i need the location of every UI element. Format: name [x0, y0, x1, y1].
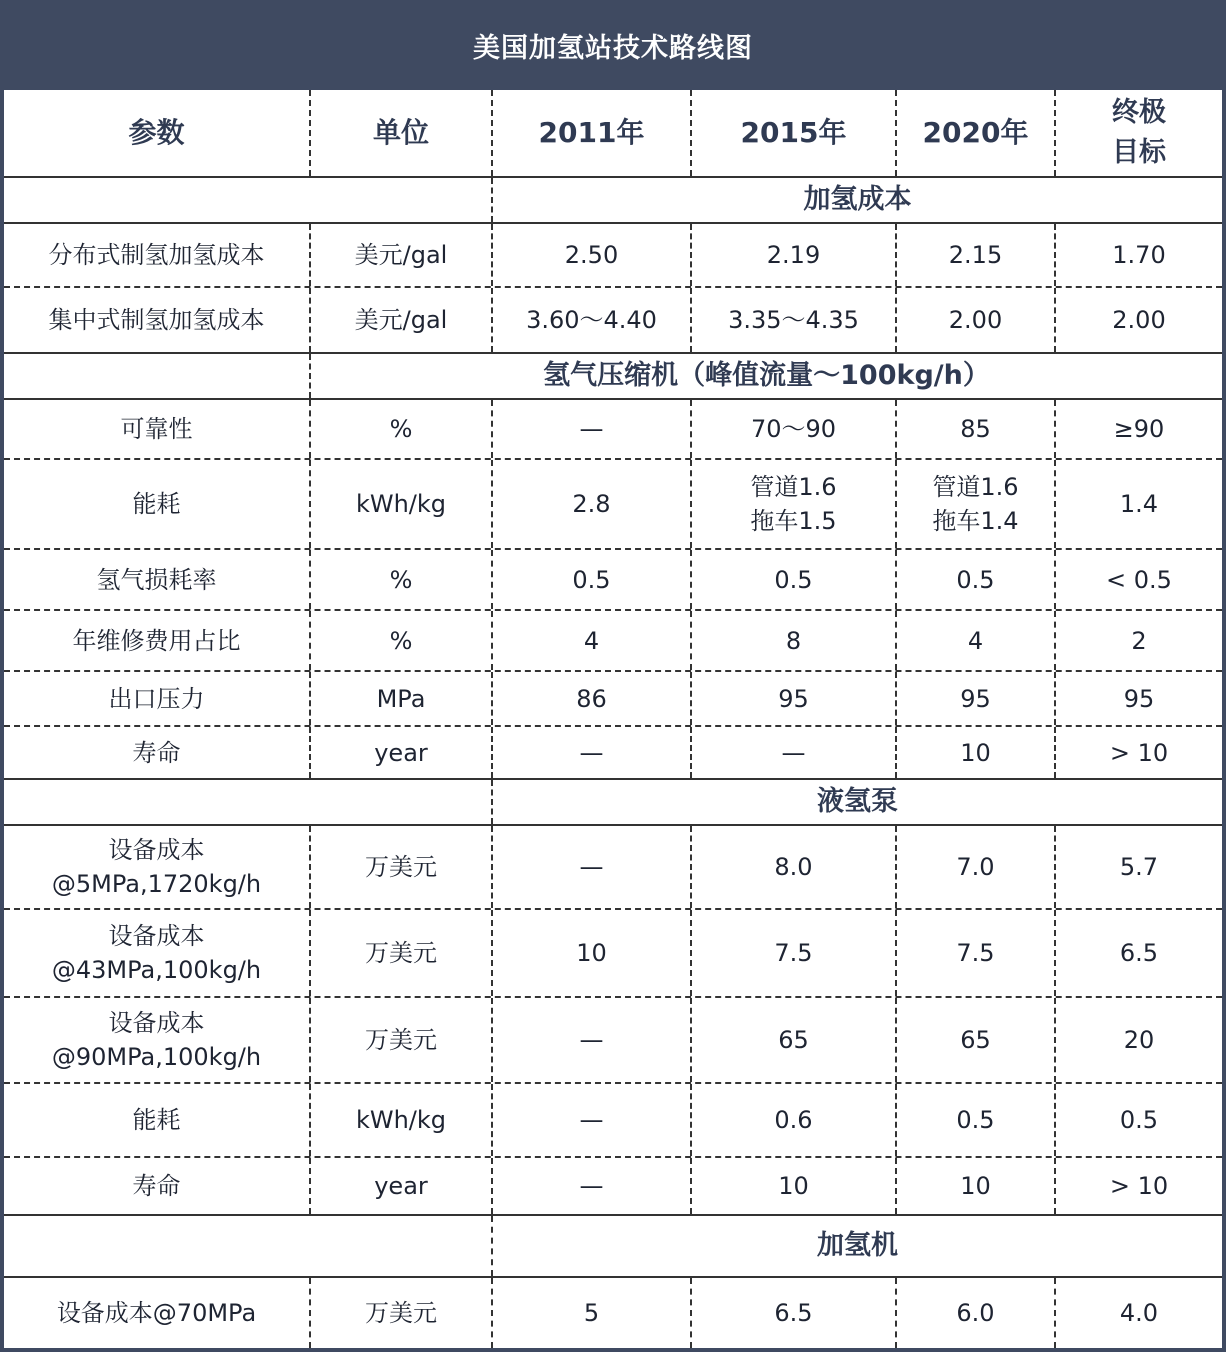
- cell-2011: 2.8: [493, 460, 692, 548]
- cell-2015: 10: [692, 1158, 897, 1214]
- cell-unit: year: [311, 1158, 493, 1214]
- table-row: [4, 224, 1222, 288]
- cell-final: 5.7: [1119, 853, 1159, 881]
- section-row-cost: [4, 178, 1222, 224]
- cell-unit: 美元/gal: [311, 224, 493, 286]
- cell-param: 设备成本@70MPa: [4, 1278, 311, 1348]
- cell-param: 分布式制氢加氢成本: [4, 224, 311, 286]
- cell-unit: %: [311, 611, 493, 670]
- section-blank: [311, 178, 493, 222]
- cell-2015: 2.19: [692, 224, 897, 286]
- section-blank: [4, 354, 311, 398]
- cell-2020: 95: [897, 672, 1056, 725]
- cell-2015: 95: [692, 672, 897, 725]
- cell-final: > 10: [1109, 738, 1169, 767]
- cell-2011: —: [493, 727, 692, 778]
- cell-2020: 7.5: [897, 910, 1056, 996]
- cell-unit: kWh/kg: [311, 460, 493, 548]
- cell-2011: —: [493, 1084, 692, 1156]
- cell-2020: 65: [897, 998, 1056, 1082]
- cell-2020: 10: [897, 1158, 1056, 1214]
- cell-2015: 8: [692, 611, 897, 670]
- cell-final: 20: [1123, 1026, 1155, 1054]
- cell-param: 设备成本 @5MPa,1720kg/h: [4, 826, 311, 908]
- cell-unit: MPa: [311, 672, 493, 725]
- cell-2011: 3.60～4.40: [493, 288, 692, 352]
- cell-2015: 0.6: [692, 1084, 897, 1156]
- cell-2020: 0.5: [897, 550, 1056, 609]
- cell-param: 设备成本 @43MPa,100kg/h: [4, 910, 311, 996]
- cell-2015: 8.0: [692, 826, 897, 908]
- cell-final: ≥90: [1113, 415, 1165, 443]
- cell-2020: 85: [897, 400, 1056, 458]
- cell-2020: 2.15: [897, 224, 1056, 286]
- cell-unit: year: [311, 727, 493, 778]
- cell-param: 寿命: [4, 727, 311, 778]
- section-blank: [4, 178, 311, 222]
- cell-param: 年维修费用占比: [4, 611, 311, 670]
- cell-2015: 6.5: [692, 1278, 897, 1348]
- cell-2011: —: [493, 400, 692, 458]
- section-blank: [4, 1216, 311, 1276]
- cell-2015: 7.5: [692, 910, 897, 996]
- table-row: [4, 460, 1222, 550]
- table-title: 美国加氢站技术路线图: [0, 0, 1226, 90]
- section-blank: [4, 780, 311, 824]
- section-title-dispenser: 加氢机: [817, 1230, 898, 1261]
- cell-final: 1.4: [1119, 490, 1159, 518]
- table-row: [4, 1084, 1222, 1158]
- cell-unit: 美元/gal: [311, 288, 493, 352]
- header-final-target: 终极 目标: [1112, 97, 1166, 168]
- table-header-row: [4, 90, 1222, 178]
- table-row: [4, 550, 1222, 611]
- cell-2011: 2.50: [493, 224, 692, 286]
- table-row: [4, 288, 1222, 354]
- cell-2020: 6.0: [897, 1278, 1056, 1348]
- cell-param: 出口压力: [4, 672, 311, 725]
- cell-unit: kWh/kg: [311, 1084, 493, 1156]
- header-2020: 2020年: [897, 90, 1056, 176]
- section-title-pump: 液氢泵: [817, 786, 898, 817]
- table-row: [4, 672, 1222, 727]
- cell-unit: 万美元: [311, 910, 493, 996]
- cell-2015: 0.5: [692, 550, 897, 609]
- cell-2011: 5: [493, 1278, 692, 1348]
- header-unit: 单位: [311, 90, 493, 176]
- cell-2020: 10: [897, 727, 1056, 778]
- cell-param: 集中式制氢加氢成本: [4, 288, 311, 352]
- cell-unit: %: [311, 400, 493, 458]
- cell-2020: 管道1.6 拖车1.4: [897, 460, 1056, 548]
- cell-2011: —: [493, 1158, 692, 1214]
- cell-final: > 10: [1109, 1172, 1169, 1200]
- cell-2020: 7.0: [897, 826, 1056, 908]
- cell-final: 4.0: [1119, 1299, 1159, 1327]
- cell-2020: 0.5: [897, 1084, 1056, 1156]
- cell-final: < 0.5: [1106, 565, 1172, 594]
- section-title-cost: 加氢成本: [803, 184, 912, 215]
- cell-2015: 70～90: [692, 400, 897, 458]
- cell-final: 95: [1123, 684, 1155, 713]
- cell-2011: 10: [493, 910, 692, 996]
- section-title-compressor: 氢气压缩机（峰值流量～100kg/h）: [543, 360, 990, 391]
- section-blank: [311, 780, 493, 824]
- cell-2015: —: [692, 727, 897, 778]
- section-row-dispenser: [4, 1216, 1222, 1278]
- cell-2020: 2.00: [897, 288, 1056, 352]
- cell-param: 能耗: [4, 1084, 311, 1156]
- section-blank: [311, 1216, 493, 1276]
- header-2011: 2011年: [493, 90, 692, 176]
- cell-2015: 管道1.6 拖车1.5: [692, 460, 897, 548]
- header-2015: 2015年: [692, 90, 897, 176]
- table-row: [4, 826, 1222, 910]
- table-row: [4, 400, 1222, 460]
- cell-param: 可靠性: [4, 400, 311, 458]
- cell-2011: 0.5: [493, 550, 692, 609]
- cell-param: 寿命: [4, 1158, 311, 1214]
- cell-final: 6.5: [1119, 939, 1159, 967]
- table-row: [4, 998, 1222, 1084]
- cell-final: 2: [1131, 626, 1147, 655]
- cell-unit: 万美元: [311, 1278, 493, 1348]
- cell-unit: 万美元: [311, 998, 493, 1082]
- table-row: [4, 611, 1222, 672]
- cell-2020: 4: [897, 611, 1056, 670]
- cell-2015: 3.35～4.35: [692, 288, 897, 352]
- cell-2011: 4: [493, 611, 692, 670]
- cell-unit: %: [311, 550, 493, 609]
- cell-final: 1.70: [1112, 241, 1166, 269]
- table-row: [4, 910, 1222, 998]
- header-param: 参数: [4, 90, 311, 176]
- table-row: [4, 1278, 1222, 1348]
- cell-2011: —: [493, 826, 692, 908]
- cell-final: 2.00: [1112, 306, 1166, 334]
- cell-2015: 65: [692, 998, 897, 1082]
- cell-param: 氢气损耗率: [4, 550, 311, 609]
- cell-param: 设备成本 @90MPa,100kg/h: [4, 998, 311, 1082]
- section-row-pump: [4, 780, 1222, 826]
- table-row: [4, 727, 1222, 780]
- cell-unit: 万美元: [311, 826, 493, 908]
- cell-2011: —: [493, 998, 692, 1082]
- cell-final: 0.5: [1119, 1106, 1159, 1134]
- cell-2011: 86: [493, 672, 692, 725]
- section-row-compressor: [4, 354, 1222, 400]
- cell-param: 能耗: [4, 460, 311, 548]
- table-row: [4, 1158, 1222, 1216]
